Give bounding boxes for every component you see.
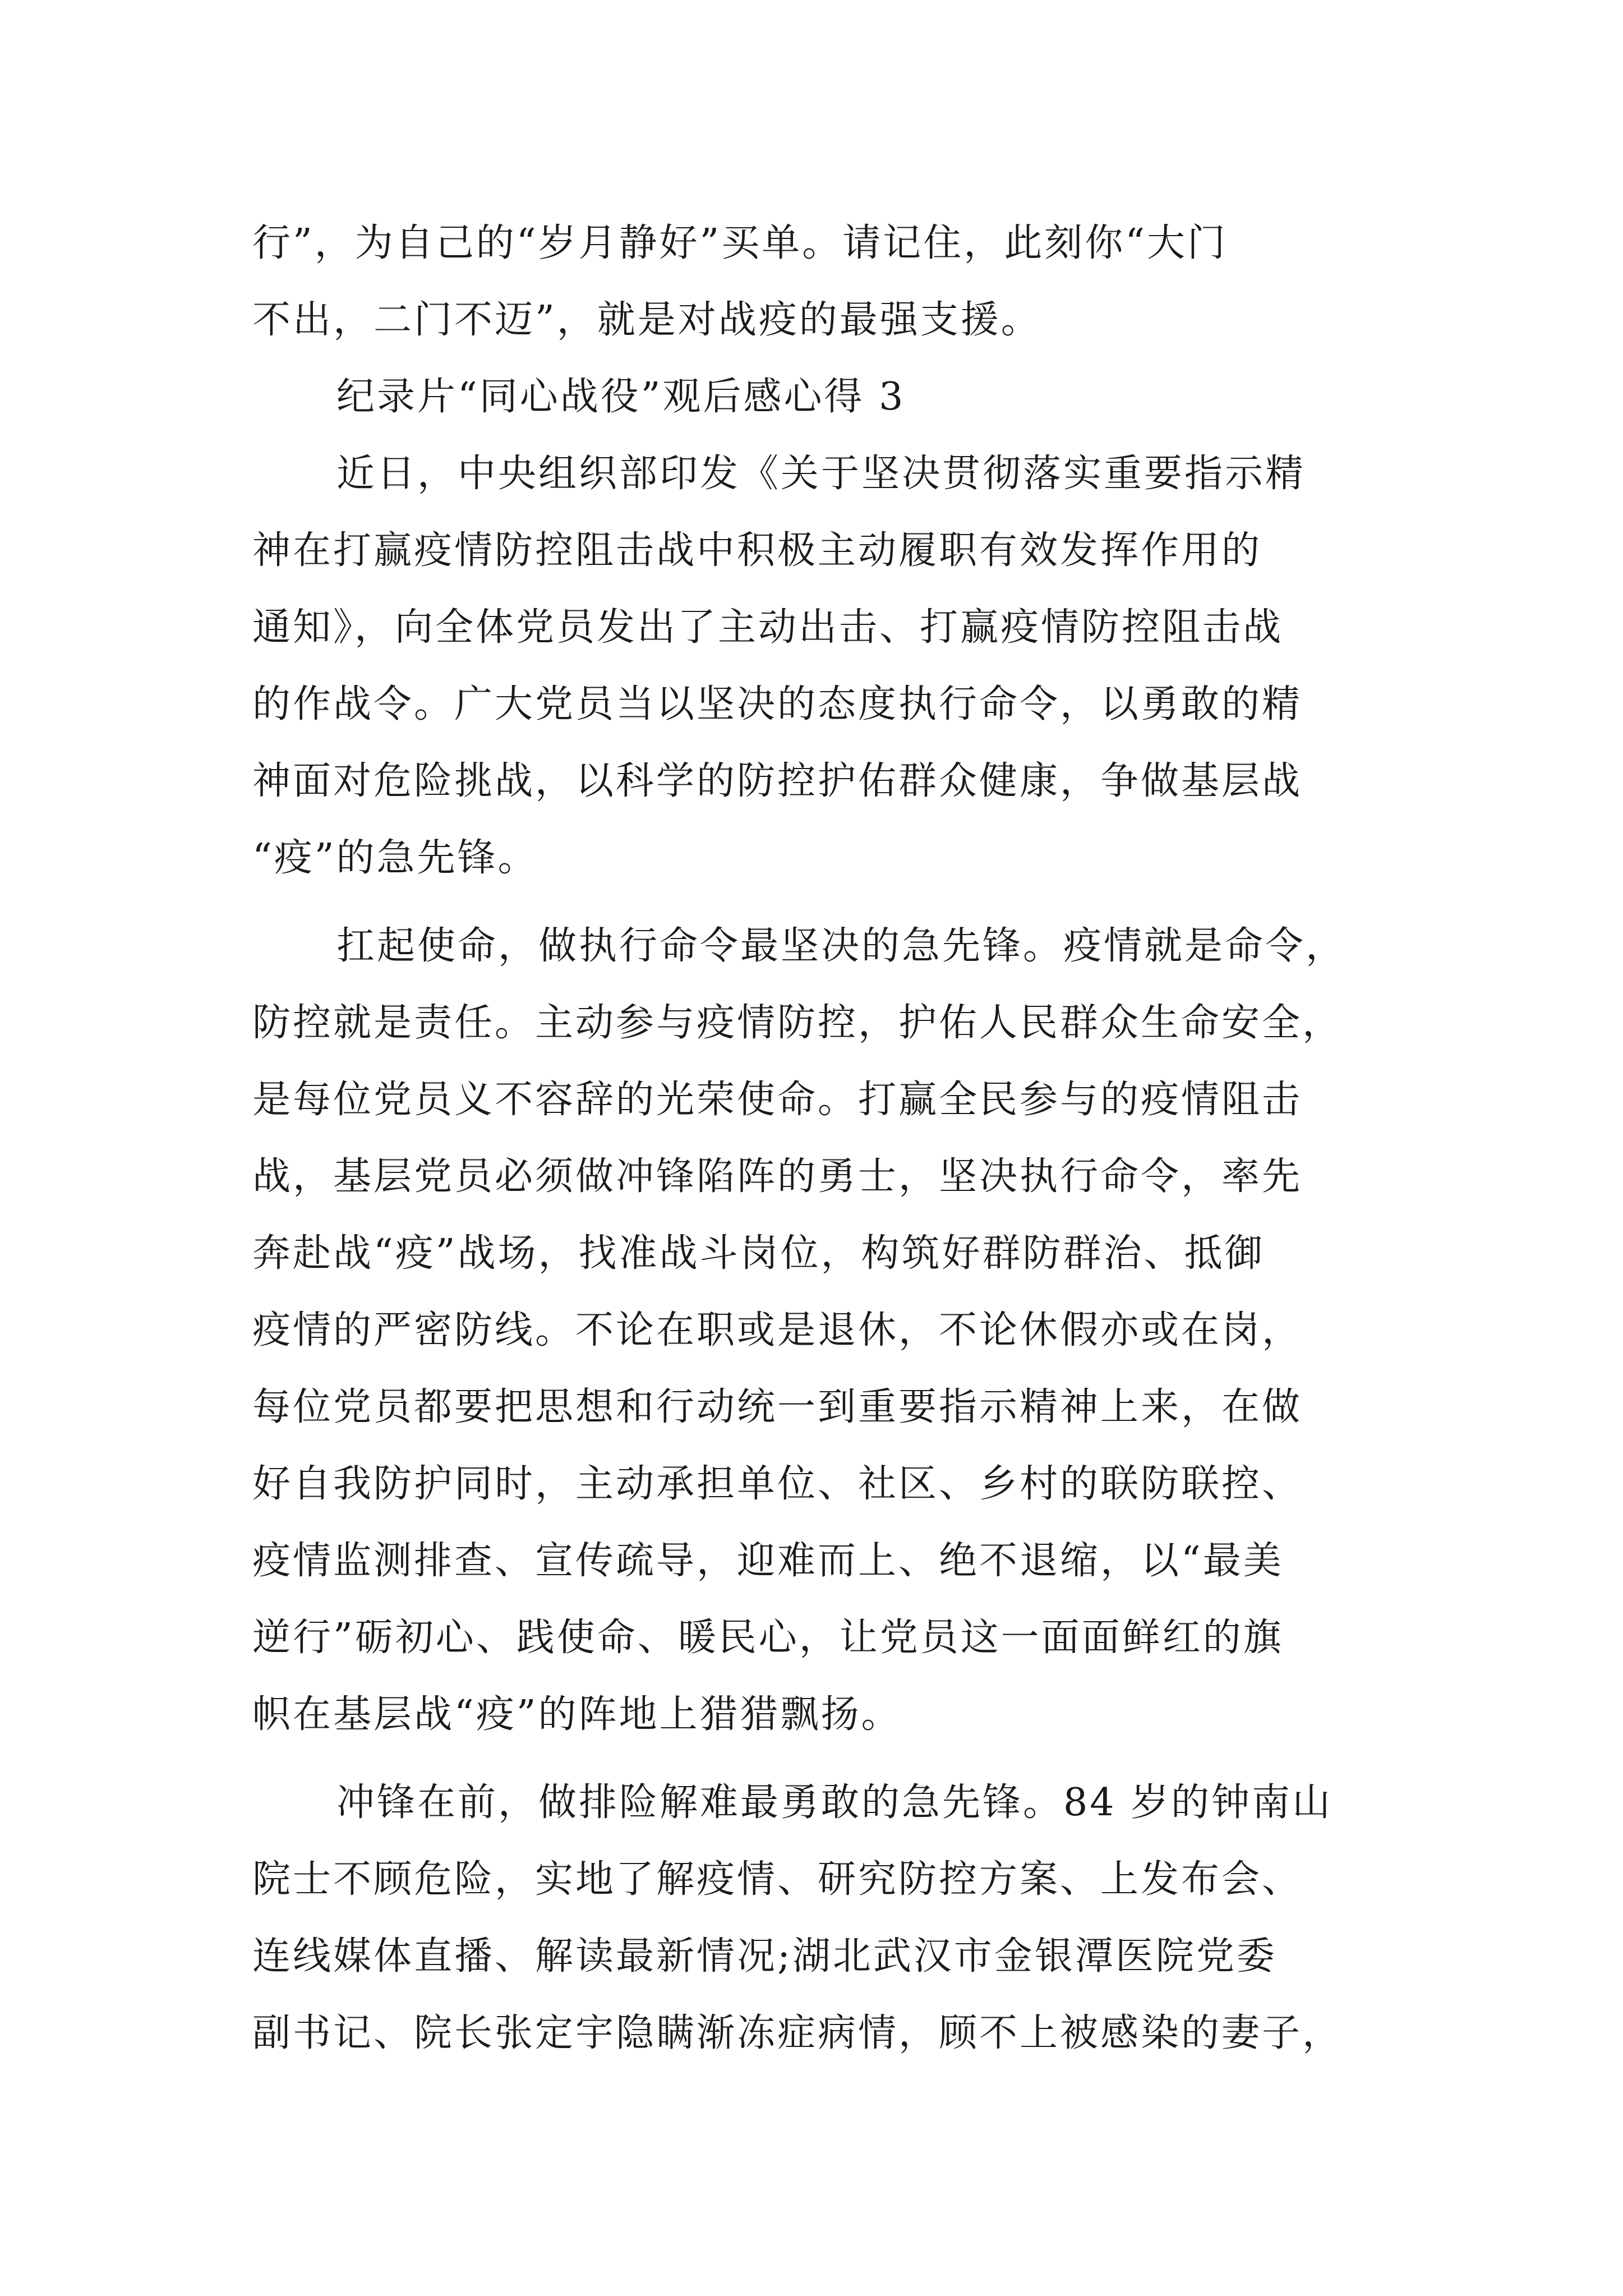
text-line: 疫情监测排查、宣传疏导，迎难而上、绝不退缩，以“最美 <box>252 1539 1284 1583</box>
text-line: 院士不顾危险，实地了解疫情、研究防控方案、上发布会、 <box>252 1857 1303 1902</box>
text-line: 行”，为自己的“岁月静好”买单。请记住，此刻你“大门 <box>252 221 1228 265</box>
text-line: 奔赴战“疫”战场，找准战斗岗位，构筑好群防群治、抵御 <box>252 1231 1265 1276</box>
text-line: 好自我防护同时，主动承担单位、社区、乡村的联防联控、 <box>252 1462 1303 1506</box>
text-line: 不出，二门不迈”，就是对战疫的最强支援。 <box>252 298 1041 342</box>
text-line: 连线媒体直播、解读最新情况;湖北武汉市金银潭医院党委 <box>252 1934 1277 1978</box>
text-line: 冲锋在前，做排险解难最勇敢的急先锋。84 岁的钟南山 <box>336 1780 1333 1825</box>
text-line: 帜在基层战“疫”的阵地上猎猎飘扬。 <box>252 1692 902 1737</box>
text-line: 近日，中央组织部印发《关于坚决贯彻落实重要指示精 <box>336 452 1306 496</box>
text-line: 神面对危险挑战，以科学的防控护佑群众健康，争做基层战 <box>252 759 1303 803</box>
text-line: 副书记、院长张定宇隐瞒渐冻症病情，顾不上被感染的妻子， <box>252 2011 1343 2055</box>
text-line: 扛起使命，做执行命令最坚决的急先锋。疫情就是命令， <box>336 924 1347 968</box>
section-heading: 纪录片“同心战役”观后感心得 3 <box>336 375 906 419</box>
text-line: 神在打赢疫情防控阻击战中积极主动履职有效发挥作用的 <box>252 528 1262 573</box>
text-line: 通知》，向全体党员发出了主动出击、打赢疫情防控阻击战 <box>252 605 1284 650</box>
text-line: 疫情的严密防线。不论在职或是退休，不论休假亦或在岗， <box>252 1308 1303 1352</box>
text-line: 每位党员都要把思想和行动统一到重要指示精神上来，在做 <box>252 1385 1303 1429</box>
text-line: 防控就是责任。主动参与疫情防控，护佑人民群众生命安全， <box>252 1001 1343 1045</box>
text-line: “疫”的急先锋。 <box>252 836 538 880</box>
text-line: 是每位党员义不容辞的光荣使命。打赢全民参与的疫情阻击 <box>252 1078 1303 1122</box>
text-line: 的作战令。广大党员当以坚决的态度执行命令，以勇敢的精 <box>252 682 1303 726</box>
text-line: 战，基层党员必须做冲锋陷阵的勇士，坚决执行命令，率先 <box>252 1154 1303 1199</box>
text-line: 逆行”砺初心、践使命、暖民心，让党员这一面面鲜红的旗 <box>252 1616 1284 1660</box>
